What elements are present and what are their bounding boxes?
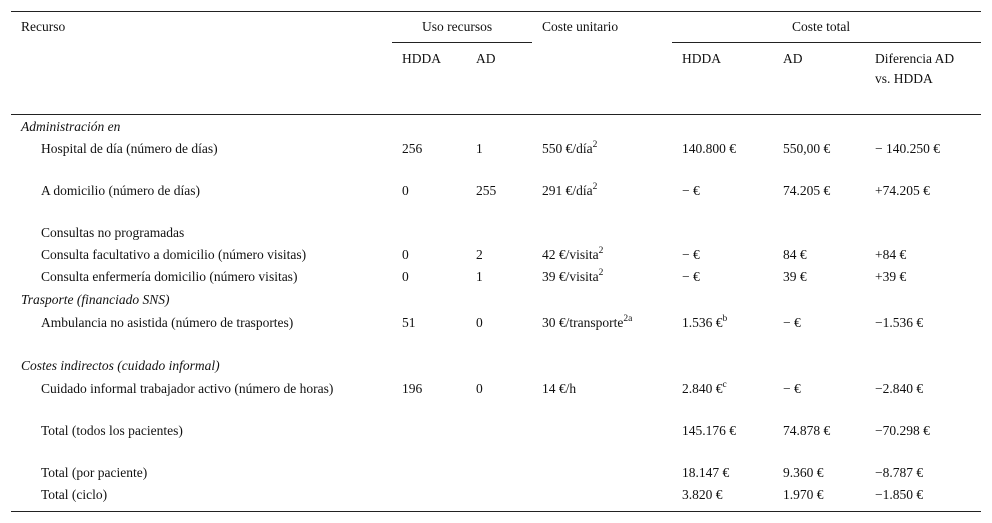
cell-coste <box>542 313 642 333</box>
cell-total-ad: 39 € <box>783 269 807 284</box>
cell-coste <box>542 245 603 265</box>
header-uso-hdda: HDDA <box>402 51 441 66</box>
footnote-mark: c <box>722 379 727 390</box>
cell-diferencia: +74.205 € <box>875 183 930 198</box>
bottom-rule <box>11 511 981 512</box>
cell-ad: 255 <box>476 183 497 198</box>
uso-recursos-underline <box>392 42 532 43</box>
cell-total-hdda: 3.820 € <box>682 487 723 502</box>
cell-diferencia: +84 € <box>875 247 907 262</box>
footnote-mark: 2a <box>623 313 633 324</box>
cell-ad: 1 <box>476 269 483 284</box>
footnote-mark: b <box>722 313 728 324</box>
header-total-ad: AD <box>783 51 803 66</box>
cell-diferencia: −2.840 € <box>875 381 924 396</box>
row-label: Hospital de día (número de días) <box>41 141 218 156</box>
cell-ad: 2 <box>476 247 483 262</box>
row-label: Total (ciclo) <box>41 487 108 502</box>
cell-ad: 0 <box>476 381 483 396</box>
cell-total-hdda: − € <box>682 183 700 198</box>
cell-diferencia: −8.787 € <box>875 465 924 480</box>
cell-diferencia: +39 € <box>875 269 907 284</box>
row-label: Cuidado informal trabajador activo (número de horas) <box>41 381 334 396</box>
cell-total-hdda-value: 2.840 € <box>682 381 723 396</box>
cell-total-ad: 9.360 € <box>783 465 824 480</box>
row-label: Consulta enfermería domicilio (número visitas) <box>41 269 298 284</box>
row-label: A domicilio (número de días) <box>41 183 200 198</box>
header-total-hdda: HDDA <box>682 51 721 66</box>
top-rule <box>11 11 981 12</box>
cell-total-ad: 1.970 € <box>783 487 824 502</box>
cell-diferencia: −1.536 € <box>875 315 924 330</box>
footnote-mark: 2 <box>592 139 598 150</box>
header-recurso: Recurso <box>21 19 66 34</box>
cell-total-hdda: 18.147 € <box>682 465 730 480</box>
cell-total-ad: 84 € <box>783 247 807 262</box>
cell-total-ad: 550,00 € <box>783 141 831 156</box>
cell-ad: 0 <box>476 315 483 330</box>
coste-total-underline <box>672 42 981 43</box>
cell-total-ad: 74.205 € <box>783 183 831 198</box>
footnote-mark: 2 <box>592 181 598 192</box>
footnote-mark: 2 <box>598 245 604 256</box>
row-label: Total (todos los pacientes) <box>41 423 183 438</box>
cell-diferencia: − 140.250 € <box>875 141 940 156</box>
row-label: Consulta facultativo a domicilio (número visitas) <box>41 247 307 262</box>
cell-diferencia: −1.850 € <box>875 487 924 502</box>
cell-hdda: 0 <box>402 269 409 284</box>
cell-hdda: 0 <box>402 247 409 262</box>
cell-total-hdda: 145.176 € <box>682 423 736 438</box>
header-uso-recursos: Uso recursos <box>422 19 493 34</box>
cell-coste-value: 550 €/día <box>542 141 593 156</box>
cell-total-ad: − € <box>783 381 801 396</box>
cell-coste <box>542 267 603 287</box>
cell-total-hdda: − € <box>682 247 700 262</box>
cell-total-hdda <box>682 379 727 399</box>
cell-total-hdda <box>682 313 727 333</box>
section-trasporte: Trasporte (financiado SNS) <box>21 292 170 307</box>
cell-hdda: 0 <box>402 183 409 198</box>
footnote-mark: 2 <box>598 267 604 278</box>
cell-total-hdda: 140.800 € <box>682 141 736 156</box>
header-uso-ad: AD <box>476 51 496 66</box>
cell-total-hdda: − € <box>682 269 700 284</box>
cell-hdda: 196 <box>402 381 423 396</box>
cell-coste <box>542 139 597 159</box>
cell-total-ad: − € <box>783 315 801 330</box>
section-costes-indirectos: Costes indirectos (cuidado informal) <box>21 358 220 373</box>
cell-total-ad: 74.878 € <box>783 423 831 438</box>
cell-coste-value: 30 €/transporte <box>542 315 624 330</box>
cell-ad: 1 <box>476 141 483 156</box>
cell-coste-value: 39 €/visita <box>542 269 599 284</box>
cell-hdda: 256 <box>402 141 423 156</box>
row-label: Ambulancia no asistida (número de trasportes) <box>41 315 294 330</box>
header-bottom-rule <box>11 114 981 115</box>
cell-coste-value: 291 €/día <box>542 183 593 198</box>
header-diferencia: Diferencia AD vs. HDDA <box>875 51 955 86</box>
cell-coste: 14 €/h <box>542 381 577 396</box>
header-coste-total: Coste total <box>792 19 851 34</box>
cell-coste-value: 42 €/visita <box>542 247 599 262</box>
row-label: Total (por paciente) <box>41 465 148 480</box>
cell-hdda: 51 <box>402 315 416 330</box>
cell-total-hdda-value: 1.536 € <box>682 315 723 330</box>
header-coste-unitario: Coste unitario <box>542 19 619 34</box>
section-administracion: Administración en <box>21 119 121 134</box>
row-label: Consultas no programadas <box>41 225 185 240</box>
cell-coste <box>542 181 597 201</box>
cell-diferencia: −70.298 € <box>875 423 930 438</box>
